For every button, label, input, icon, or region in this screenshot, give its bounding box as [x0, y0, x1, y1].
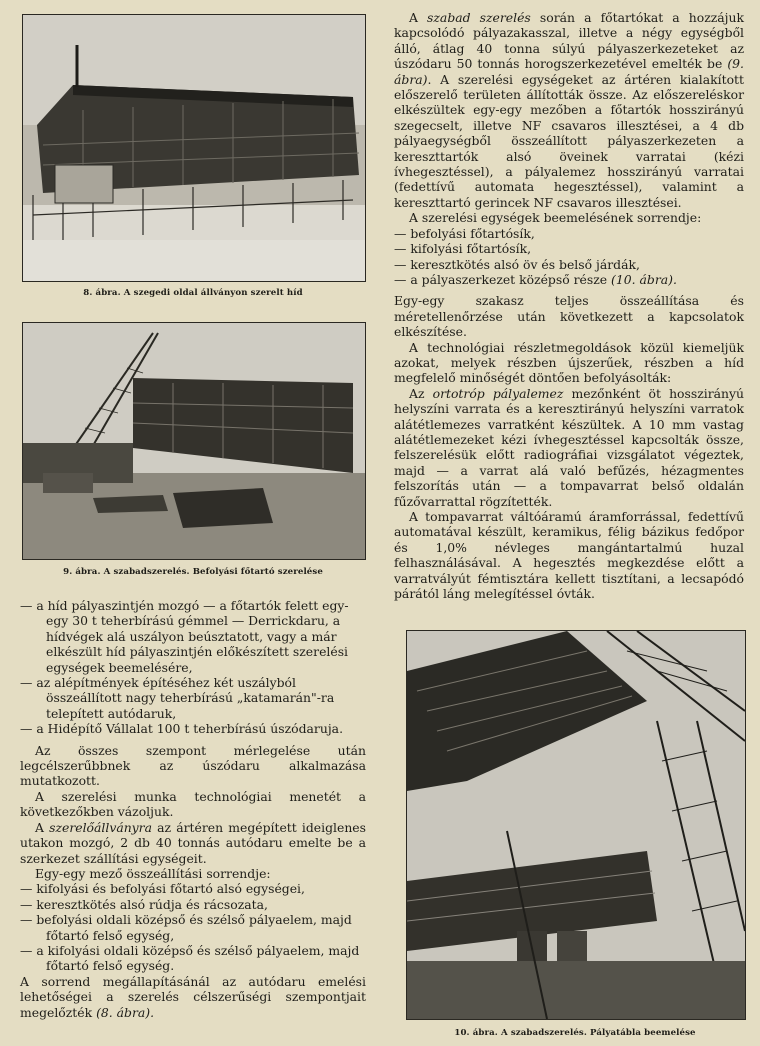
- list-item: — kifolyási és befolyási főtartó alsó egységei,: [20, 881, 366, 896]
- paragraph: A szerelési egységek beemelésének sorrendje:: [409, 210, 702, 226]
- paragraph: A szabad szerelés során a főtartókat a hozzájuk kapcsolódó pályazakasszal, illetve a négy egységből álló, átlag 40 tonna súlyú pályaszerkezeteket az úszódaru 50 tonnás horogszerkezetével emelték be (9. ábra). A szerelési egységeket az ártéren kialakított előszerelő területen állították össze. Az előszereléskor elkészültek egy-egy mezőben a főtartók hosszirányú szegecselt, illetve NF csavaros illesztései, a 4 db pályaegységből összeállított pályaszerkezeten a kereszttartók alsó öveinek varratai (kézi ívhegesztéssel), a pályalemez hosszirányú varratai (fedettívű automata hegesztéssel), valamint a kereszttartó gerincek NF csavaros illesztései.: [394, 10, 744, 210]
- paragraph: Egy-egy mező összeállítási sorrendje:: [35, 865, 271, 881]
- list-item: — befolyási főtartósík,: [394, 226, 744, 241]
- figure-10-caption: 10. ábra. A szabadszerelés. Pályatábla beemelése: [454, 1028, 696, 1038]
- paragraph: A szerelési munka technológiai menetét a következőkben vázoljuk.: [20, 788, 366, 820]
- left-column-text: [20, 598, 366, 1020]
- paragraph: A szerelőállványra az ártéren megépített ideiglenes utakon mozgó, 2 db 40 tonnás autódaru emelte be a szerkezet szállítási egységeit.: [20, 819, 366, 866]
- right-column-text: [394, 10, 744, 601]
- paragraph: Az összes szempont mérlegelése után legcélszerűbbnek az úszódaru alkalmazása mutatkozott.: [20, 742, 366, 789]
- paragraph: Egy-egy szakasz teljes összeállítása és méretellenőrzése után következett a kapcsolatok elkészítése.: [394, 293, 744, 340]
- paragraph: A tompavarrat váltóáramú áramforrással, fedettívű automatával készült, keramikus, félig bázikus fedőpor és 1,0% névleges mangántartalmú huzal felhasználásával. A hegesztés megkezdése előtt a varratvályút fémtisztára kellett tisztítani, a lecsapódó párától láng melegítéssel óvták.: [394, 509, 744, 602]
- list-item: — kifolyási főtartósík,: [394, 241, 744, 256]
- paragraph: Az ortotróp pályalemez mezőnként öt hosszirányú helyszíni varrata és a keresztirányú helyszíni varratok alátétlemezes varratként készültek. A 10 mm vastag alátétlemezeket kézi ívhegesztéssel kapcsolták össze, felszerelésük előtt radiográfiai vizsgálatot végeztek, majd — a varrat alá való befűzés, hézagmentes felszorítás után — a tompavarrat belső oldalán fűzővarrattal rögzítették.: [394, 385, 744, 509]
- paragraph: A technológiai részletmegoldások közül kiemeljük azokat, melyek részben újszerűek, részben a híd megfelelő minőségét döntően befolyásolták:: [394, 339, 744, 386]
- list-item: — a híd pályaszintjén mozgó — a főtartók felett egy-egy 30 t teherbírású gémmel — Derrickdaru, a hídvégek alá uszályon beúsztatott, vagy a már elkészült híd pályaszintjén előkészített szerelési egységek beemelésére,: [20, 598, 366, 675]
- list-item: — az alépítmények építéséhez két uszályból összeállított nagy teherbírású „katamarán"-ra telepített autódaruk,: [20, 675, 366, 721]
- list-item: — keresztkötés alsó öv és belső járdák,: [394, 257, 744, 272]
- figure-10-photo: [406, 630, 746, 1020]
- paragraph: A sorrend megállapításánál az autódaru emelési lehetőségei a szerelés célszerűségi szempontjait megelőzték (8. ábra).: [20, 973, 366, 1020]
- figure-9-caption: 9. ábra. A szabadszerelés. Befolyási főtartó szerelése: [63, 567, 323, 577]
- figure-9-photo: [22, 322, 366, 560]
- equipment-list: [20, 598, 366, 737]
- list-item: — befolyási oldali középső és szélső pályaelem, majd főtartó felső egység,: [20, 912, 366, 943]
- list-item: — a kifolyási oldali középső és szélső pályaelem, majd főtartó felső egység.: [20, 943, 366, 974]
- figure-8-photo: [22, 14, 366, 282]
- figure-8-caption: 8. ábra. A szegedi oldal állványon szerelt híd: [83, 288, 303, 298]
- assembly-sequence-list: [20, 881, 366, 973]
- list-item: — a pályaszerkezet középső része (10. ábra).: [394, 272, 744, 287]
- list-item: — a Hidépítő Vállalat 100 t teherbírású úszódaruja.: [20, 721, 366, 736]
- lifting-sequence-list: [394, 226, 744, 288]
- list-item: — keresztkötés alsó rúdja és rácsozata,: [20, 897, 366, 912]
